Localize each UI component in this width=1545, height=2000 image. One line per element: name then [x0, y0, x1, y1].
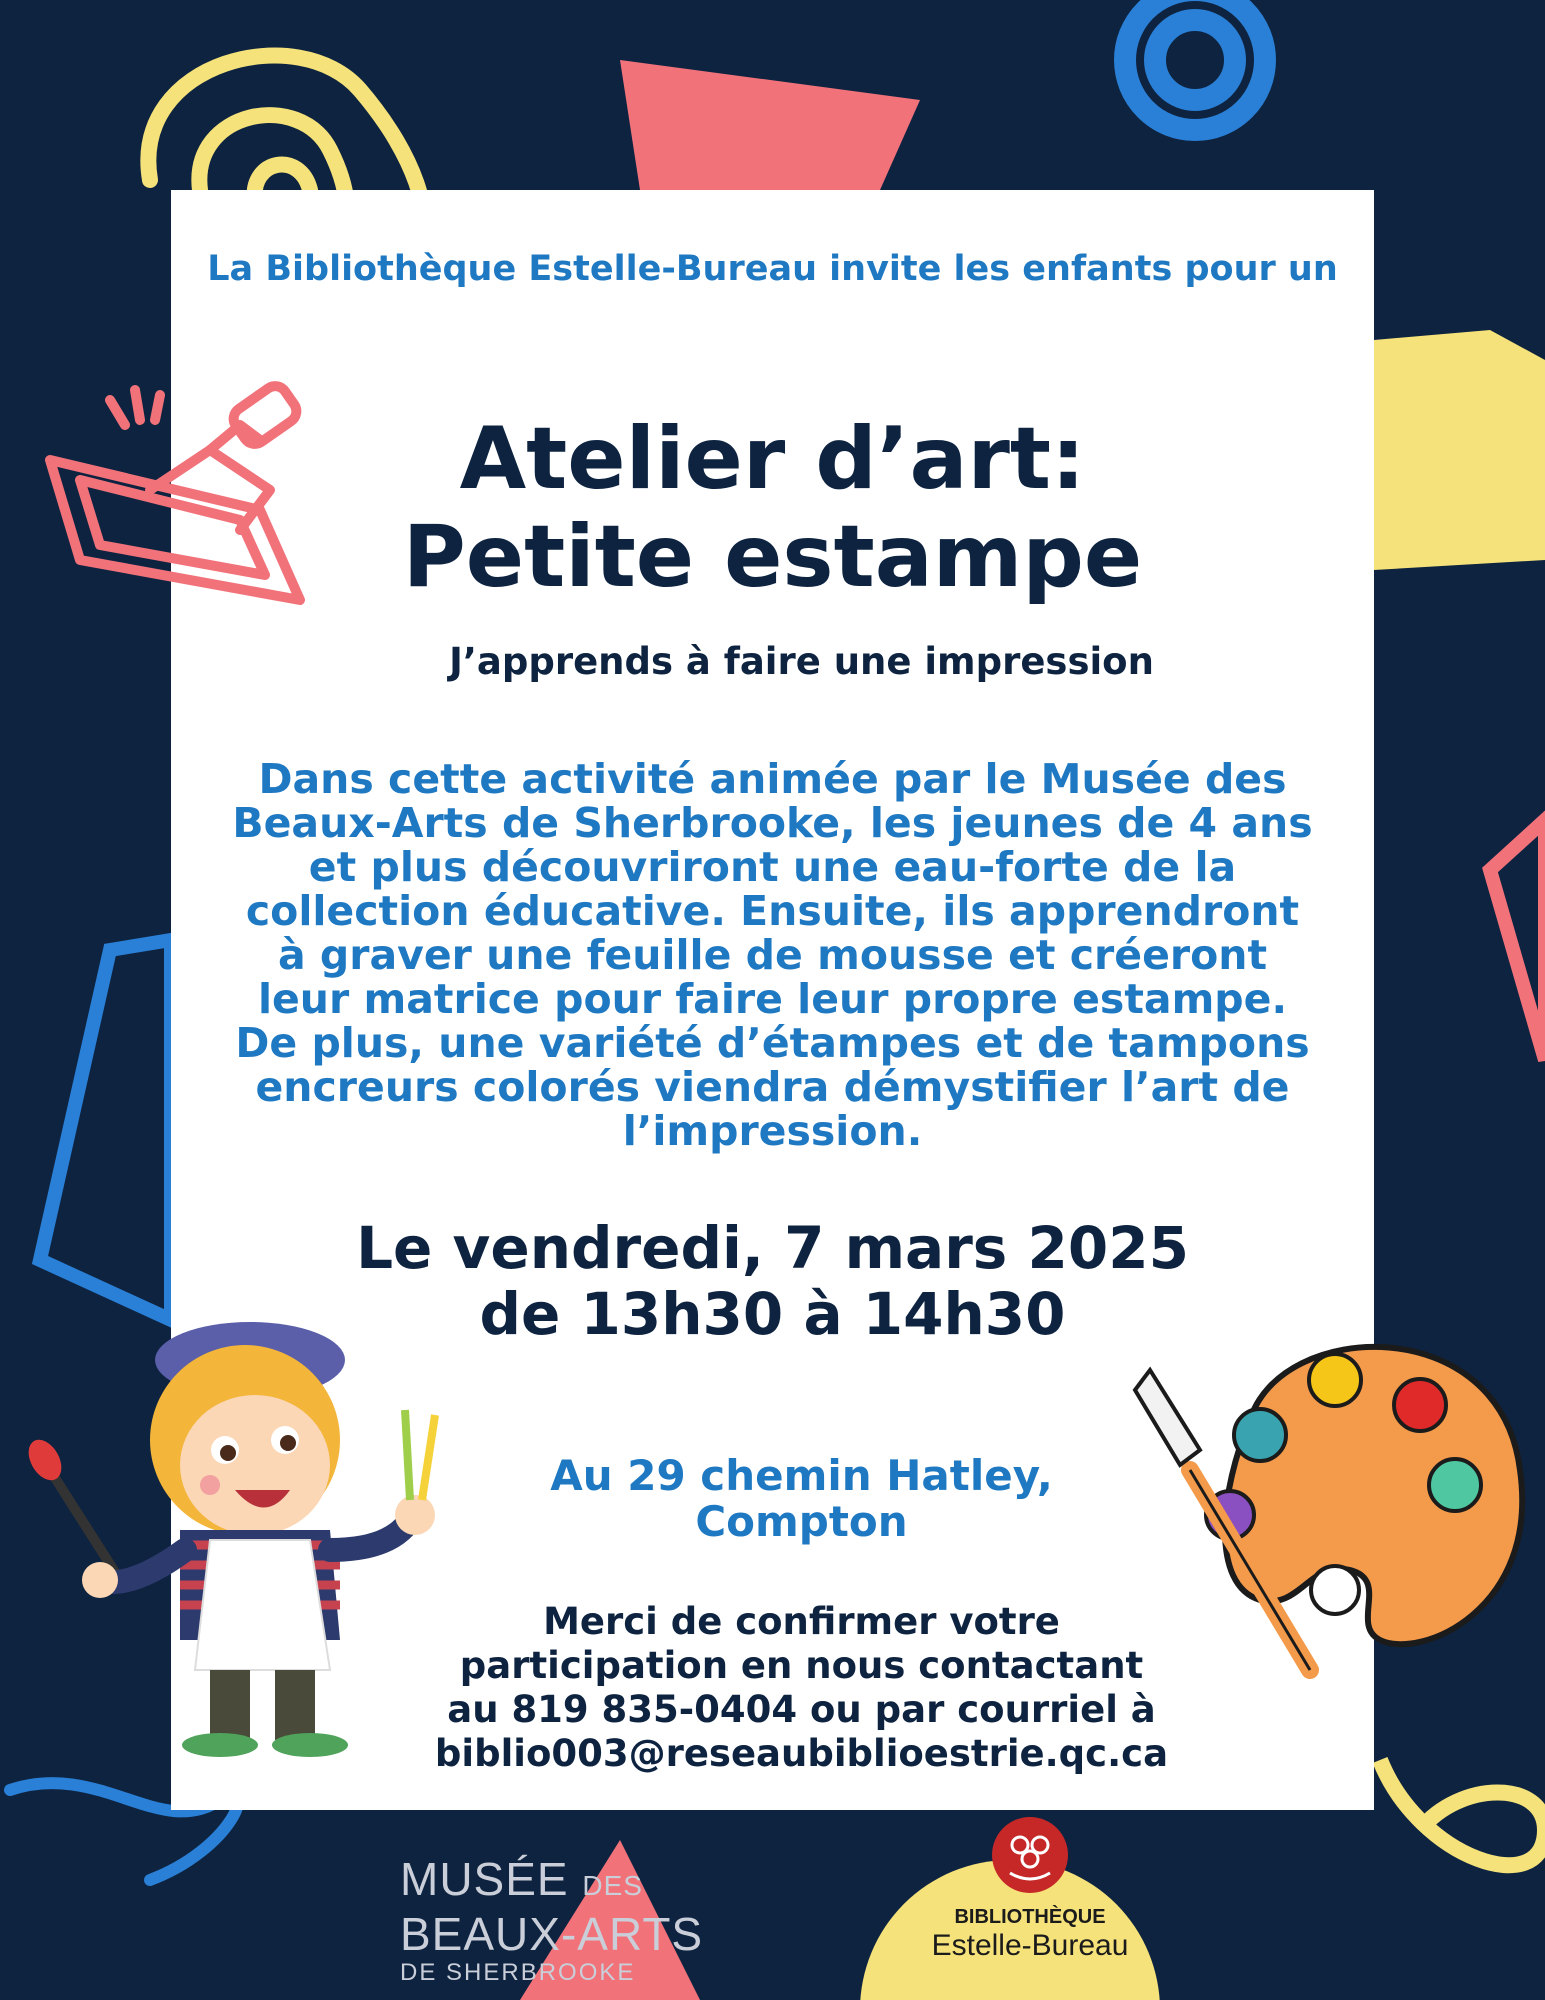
title-line-2: Petite estampe	[402, 507, 1143, 607]
musee-logo-des: DES	[582, 1870, 643, 1901]
subtitle: J’apprends à faire une impression	[449, 640, 1154, 683]
library-logo-line-2: Estelle-Bureau	[931, 1929, 1129, 1962]
rsvp-line-3: au 819 835-0404 ou par courriel à	[447, 1688, 1156, 1731]
library-emblem-icon	[990, 1815, 1070, 1895]
library-logo	[900, 1815, 1160, 1963]
description-text: Dans cette activité animée par le Musée des Beaux-Arts de Sherbrooke, les jeunes de 4 ans et plus découvriront une eau-forte de la collection éducative. Ensuite, ils apprendront à graver une feuille de mousse et créeront leur matrice pour faire leur propre estampe. De plus, une variété d’étampes et de tampons encreurs colorés viendra démystifier l’art de l’impression.	[232, 755, 1313, 1155]
address-line-2: Compton	[695, 1497, 908, 1546]
musee-logo-line-2: BEAUX-ARTS	[400, 1908, 704, 1960]
library-logo-line-1: BIBLIOTHÈQUE	[954, 1906, 1106, 1928]
title-line-1: Atelier d’art:	[459, 409, 1086, 509]
date-line: Le vendredi, 7 mars 2025	[356, 1214, 1189, 1282]
time-line: de 13h30 à 14h30	[479, 1280, 1066, 1348]
palette-icon	[1120, 1310, 1540, 1700]
address-line-1: Au 29 chemin Hatley,	[550, 1451, 1053, 1500]
rsvp-line-1: Merci de confirmer votre	[543, 1600, 1060, 1643]
intro-text	[171, 248, 1374, 290]
musee-logo-line-1	[400, 1855, 703, 1910]
yellow-scribble-bottom	[1380, 1760, 1545, 1865]
rsvp-email: biblio003@reseaubiblioestrie.qc.ca	[434, 1732, 1169, 1775]
musee-logo-line-3: DE SHERBROOKE	[400, 1959, 636, 1986]
musee-logo	[400, 1855, 703, 1988]
page-title	[171, 410, 1374, 606]
pink-shape-top	[620, 60, 920, 190]
blue-scribble-shape	[1125, 0, 1265, 130]
blue-outline-shape	[40, 940, 171, 1320]
musee-logo-word: MUSÉE	[400, 1853, 569, 1905]
rsvp-line-2: participation en nous contactant	[459, 1644, 1144, 1687]
pink-outline-shape	[1490, 820, 1545, 1060]
child-artist-illustration	[10, 1290, 470, 1760]
intro-line: La Bibliothèque Estelle-Bureau invite les enfants pour un	[207, 249, 1338, 289]
yellow-shape-right	[1374, 330, 1545, 570]
